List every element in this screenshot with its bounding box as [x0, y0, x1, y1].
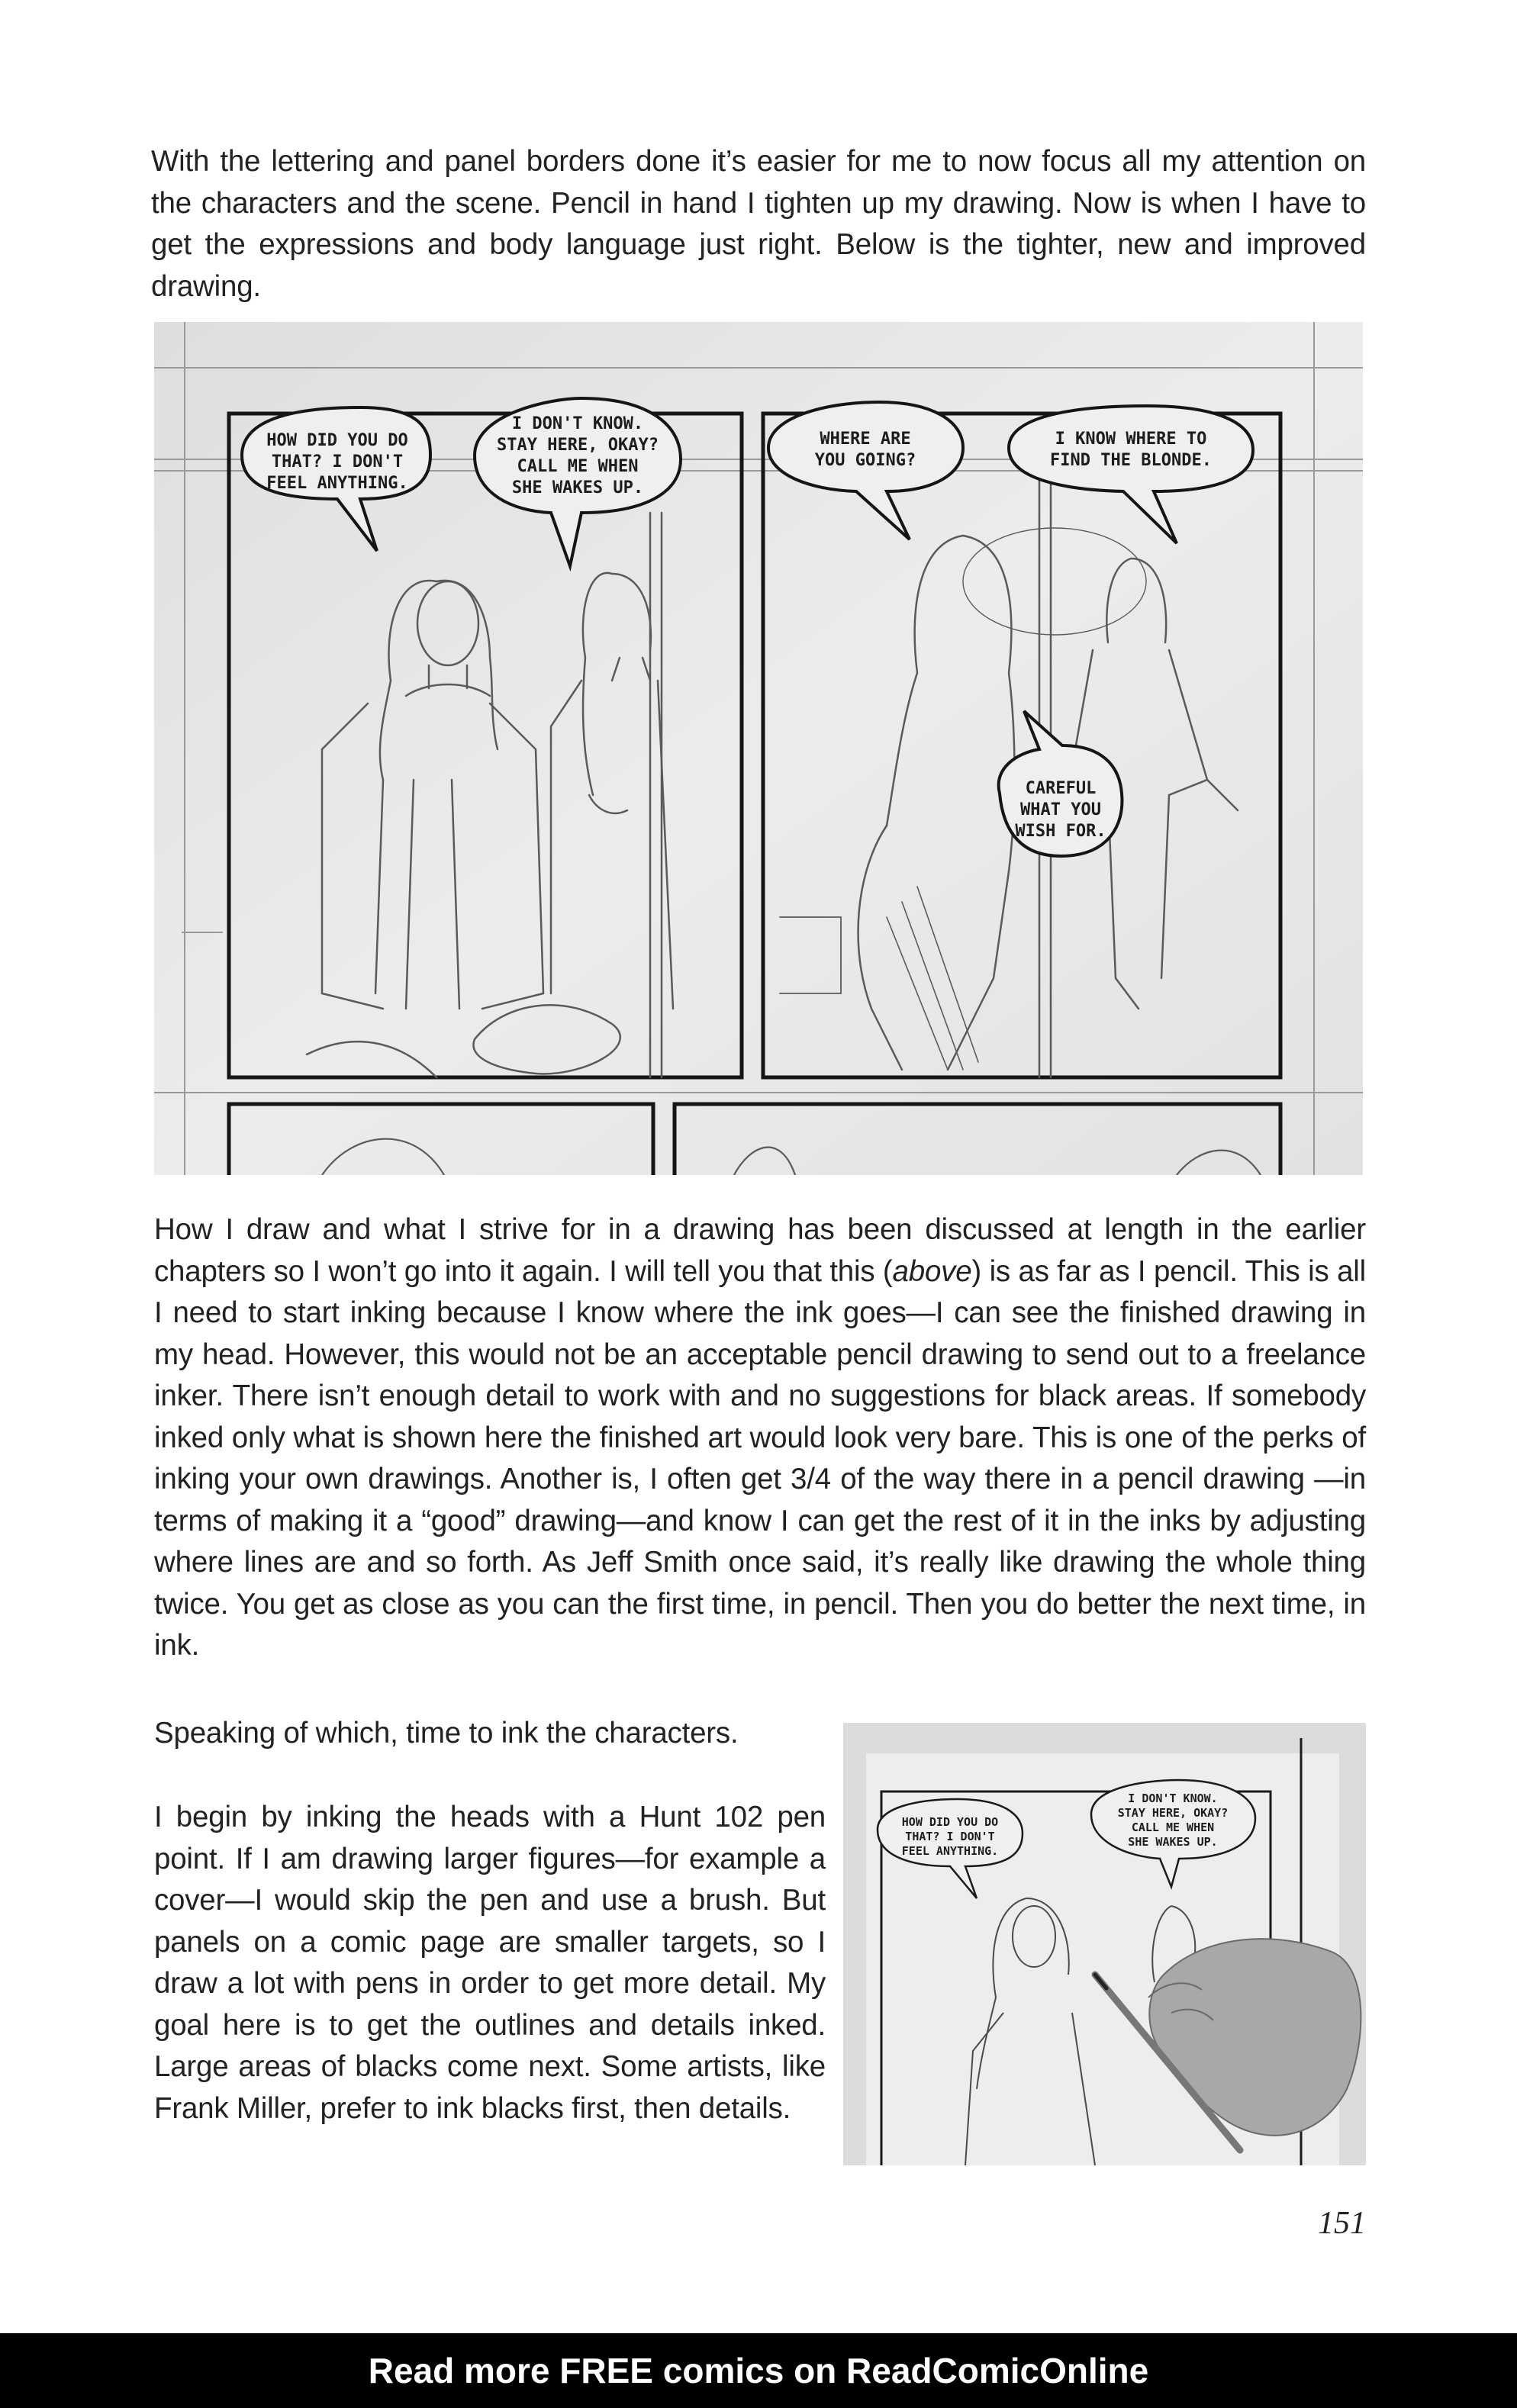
small-balloon-1-line-2: THAT? I DON'T [905, 1830, 995, 1843]
balloon-2-line-4: SHE WAKES UP. [511, 478, 644, 497]
balloon-5-line-2: WHAT YOU [1020, 800, 1101, 819]
balloon-2-line-3: CALL ME WHEN [517, 457, 639, 476]
balloon-2-line-1: I DON'T KNOW. [511, 414, 644, 433]
page-number: 151 [1318, 2206, 1366, 2241]
balloon-1-line-3: FEEL ANYTHING. [266, 474, 408, 493]
small-balloon-2-line-2: STAY HERE, OKAY? [1117, 1806, 1229, 1820]
pencil-drawing-photo [154, 322, 1363, 1175]
balloon-1-line-1: HOW DID YOU DO [266, 431, 408, 450]
balloon-5-line-1: CAREFUL [1025, 779, 1097, 798]
discussion-text-before: How I draw and what I strive for in a drawing has been discussed at length in the earlier chapters so I won’t go into it again. I will tell you that this ( [154, 1213, 1366, 1288]
small-balloon-2-line-1: I DON'T KNOW. [1128, 1792, 1218, 1805]
small-balloon-2-line-4: SHE WAKES UP. [1128, 1835, 1218, 1849]
inking-paragraph: I begin by inking the heads with a Hunt 102 pen point. If I am drawing larger figures—for example a cover—I would skip the pen and use a brush. But panels on a comic page are smaller targets, so I draw a lot with pens in order to get more detail. My goal here is to get the outlines and details inked. Large areas of blacks come next. Some artists, like Frank Miller, prefer to ink blacks first, then details. [154, 1801, 826, 2125]
discussion-paragraph [154, 1209, 1366, 1667]
footer-banner[interactable] [0, 2333, 1517, 2408]
balloon-3-line-1: WHERE ARE [820, 430, 911, 449]
balloon-4-line-2: FIND THE BLONDE. [1050, 451, 1212, 470]
speaking-paragraph: Speaking of which, time to ink the characters. [154, 1717, 739, 1750]
balloon-5-line-3: WISH FOR. [1015, 822, 1106, 841]
footer-link-text[interactable]: Read more FREE comics on ReadComicOnline [368, 2351, 1149, 2390]
discussion-text-after: ) is as far as I pencil. This is all I need to start inking because I know where the ink goes—I can see the finished drawing in my head. However, this would not be an acceptable pencil drawing to send out to a freelance inker. There isn’t enough detail to work with and no suggestions for black areas. If somebody inked only what is shown here the finished art would look very bare. This is one of the perks of inking your own drawings. Another is, I often get 3/4 of the way there in a pencil drawing —in terms of making it a “good” drawing—and know I can get the rest of it in the inks by adjusting where lines are and so forth. As Jeff Smith once said, it’s really like drawing the whole thing twice. You get as close as you can the first time, in pencil. Then you do better the next time, in ink. [154, 1254, 1366, 1662]
small-balloon-2-line-3: CALL ME WHEN [1131, 1820, 1215, 1834]
balloon-2-line-2: STAY HERE, OKAY? [497, 436, 659, 455]
balloon-3-line-2: YOU GOING? [814, 451, 916, 470]
inking-photo [843, 1723, 1366, 2165]
discussion-emphasis: above [892, 1254, 972, 1288]
balloon-4-line-1: I KNOW WHERE TO [1055, 430, 1207, 449]
inking-illustration [843, 1723, 1366, 2165]
small-balloon-1-line-1: HOW DID YOU DO [901, 1815, 999, 1829]
balloon-1-line-2: THAT? I DON'T [271, 452, 404, 472]
intro-paragraph: With the lettering and panel borders done it’s easier for me to now focus all my attention on the characters and the scene. Pencil in hand I tighten up my drawing. Now is when I have to get the expressions and body language just right. Below is the tighter, new and improved drawing. [151, 145, 1366, 303]
pencil-drawing-illustration [154, 322, 1363, 1175]
small-balloon-1-line-3: FEEL ANYTHING. [901, 1844, 999, 1858]
